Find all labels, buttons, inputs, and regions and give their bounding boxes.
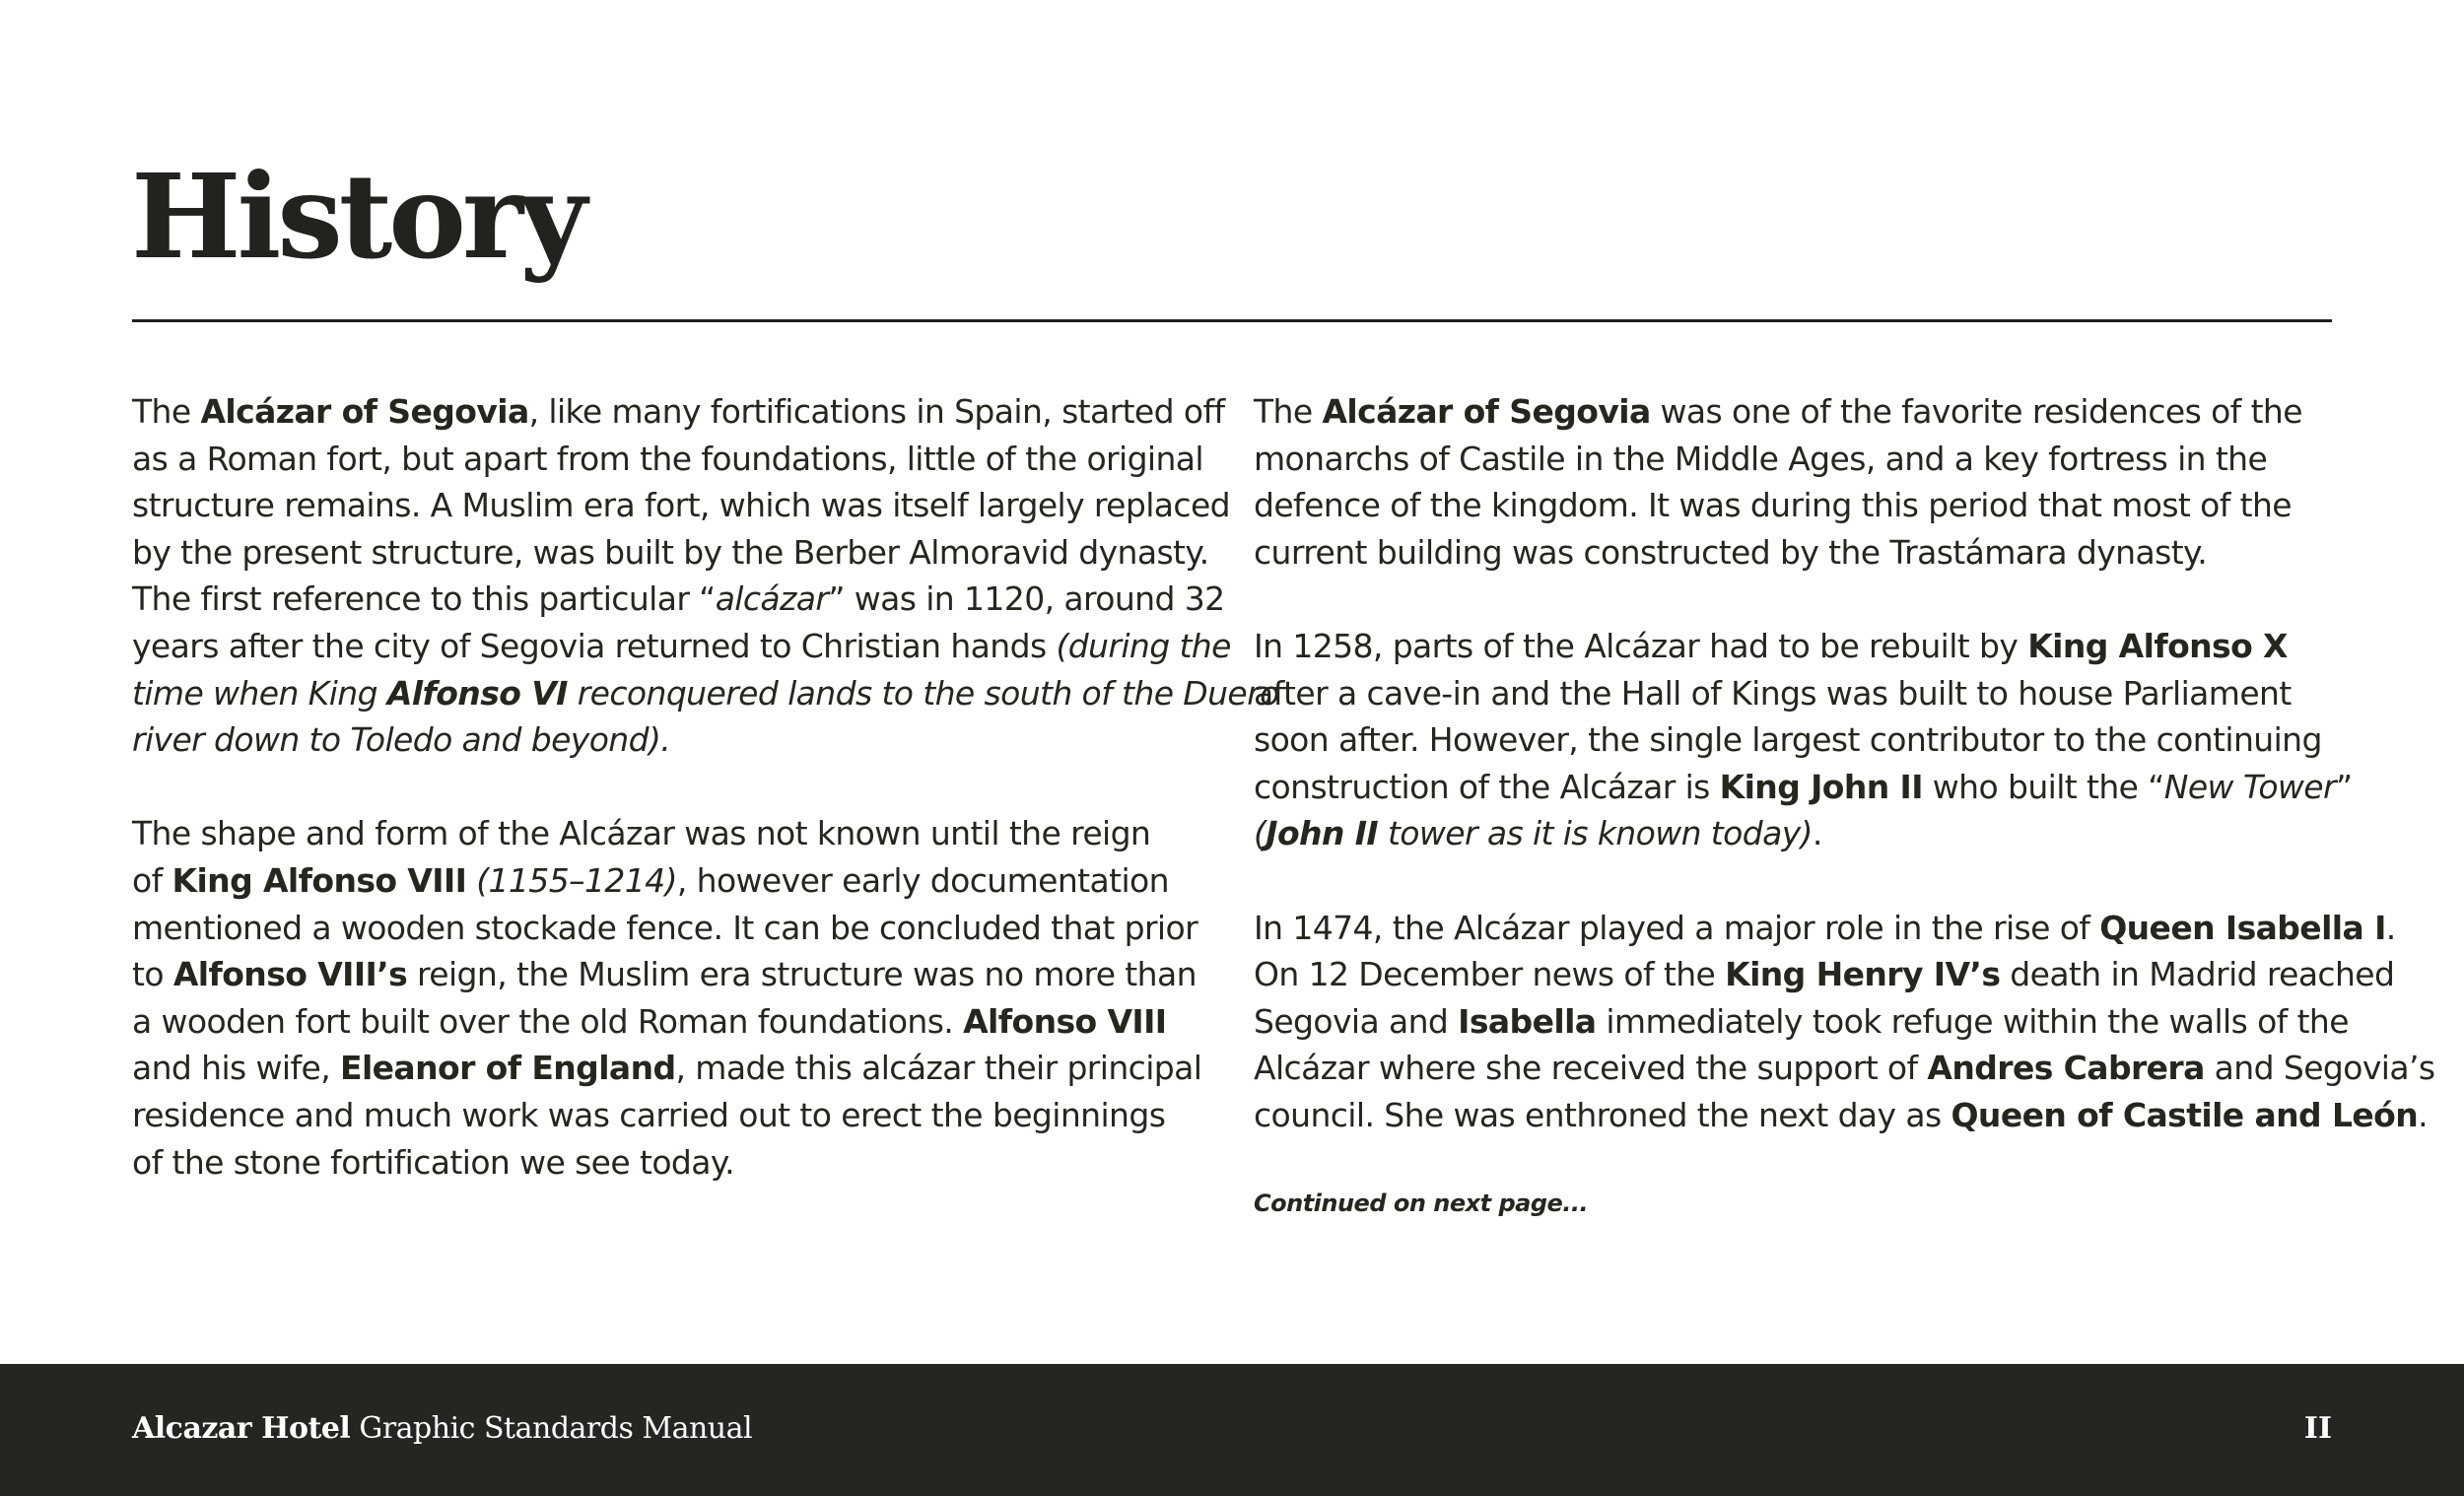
- text-line: structure remains. A Muslim era fort, which was itself largely replaced: [132, 486, 1230, 525]
- text-run: , however early documentation: [676, 860, 1169, 900]
- history-paragraph-isabella: [1254, 905, 2435, 1139]
- highlight-eleanor-of-england: Eleanor of England: [340, 1049, 676, 1088]
- brand-name: Alcazar Hotel: [132, 1411, 351, 1446]
- text-line: monarchs of Castile in the Middle Ages, and a key fortress in the: [1254, 439, 2268, 478]
- text-run: was one of the favorite residences of the: [1650, 392, 2302, 431]
- text-line: [1254, 998, 2349, 1046]
- text-line: as a Roman fort, but apart from the foundations, little of the original: [132, 439, 1203, 478]
- right-column: [1254, 388, 2435, 1221]
- italic-new-tower: New Tower: [2163, 767, 2336, 806]
- text-run: The: [1254, 392, 1323, 431]
- text-run: death in Madrid reached: [2000, 955, 2395, 994]
- italic-aside: (during the: [1056, 626, 1231, 665]
- text-line: [1254, 810, 2338, 857]
- text-run: immediately took refuge within the walls of the: [1596, 1001, 2349, 1041]
- history-paragraph-castile-residence: [1254, 388, 2338, 576]
- text-run: The: [132, 392, 201, 431]
- footer-brand: [132, 1407, 752, 1451]
- text-run: and Segovia’s: [2204, 1049, 2435, 1088]
- text-run: .: [2385, 908, 2396, 947]
- text-line: [132, 670, 1279, 717]
- text-line: current building was constructed by the Trastámara dynasty.: [1254, 532, 2208, 572]
- page-number: II: [2303, 1411, 2332, 1446]
- text-run: On 12 December news of the: [1254, 955, 1726, 994]
- history-paragraph-roman-origins: [132, 388, 1279, 764]
- text-run: council. She was enthroned the next day as: [1254, 1095, 1951, 1134]
- highlight-king-alfonso-x: King Alfonso X: [2027, 626, 2288, 665]
- text-run: (: [1254, 814, 1266, 853]
- text-line: [132, 857, 1216, 905]
- text-line: [1254, 951, 2395, 998]
- text-run: construction of the Alcázar is: [1254, 767, 1720, 806]
- text-run: Segovia and: [1254, 1001, 1459, 1041]
- text-line: mentioned a wooden stockade fence. It can be concluded that prior: [132, 908, 1198, 947]
- highlight-queen-of-castile-and-leon: Queen of Castile and León: [1951, 1095, 2419, 1134]
- text-run: reign, the Muslim era structure was no more than: [407, 955, 1197, 994]
- highlight-king-alfonso-viii: King Alfonso VIII: [171, 860, 467, 900]
- italic-aside: [132, 674, 1279, 713]
- text-run: In 1258, parts of the Alcázar had to be rebuilt by: [1254, 626, 2028, 665]
- text-line: [132, 998, 1216, 1046]
- left-column: [132, 388, 1279, 1186]
- text-run: Alcázar where she received the support of: [1254, 1049, 1928, 1088]
- text-run: .: [1812, 814, 1822, 853]
- text-line: [1254, 1092, 2429, 1139]
- text-line: [132, 716, 1216, 764]
- highlight-alcazar-of-segovia: Alcázar of Segovia: [200, 392, 529, 431]
- text-run: [466, 861, 476, 900]
- text-line: [1254, 764, 2353, 811]
- manual-name: Graphic Standards Manual: [350, 1411, 753, 1446]
- text-line: The shape and form of the Alcázar was not known until the reign: [132, 814, 1151, 853]
- highlight-queen-isabella-i: Queen Isabella I: [2099, 908, 2386, 947]
- text-line: [132, 576, 1225, 623]
- text-line: [132, 1045, 1216, 1092]
- text-run: and his wife,: [132, 1049, 340, 1088]
- footer-bar: [0, 1364, 2464, 1496]
- text-run: a wooden fort built over the old Roman foundations.: [132, 1001, 964, 1041]
- continued-note: Continued on next page...: [1254, 1190, 1589, 1218]
- title-divider: [132, 319, 2332, 322]
- history-paragraph-alfonso-x-john-ii: [1254, 623, 2353, 857]
- highlight-king-henry-iv: King Henry IV’s: [1725, 955, 2001, 994]
- highlight-john-ii: John II: [1266, 814, 1379, 853]
- text-line: [1254, 1045, 2435, 1092]
- text-run: time when King: [132, 673, 387, 713]
- highlight-alcazar-of-segovia: Alcázar of Segovia: [1322, 392, 1651, 431]
- text-run: The first reference to this particular “: [132, 579, 716, 619]
- text-run: years after the city of Segovia returned to Christian hands: [132, 626, 1057, 665]
- text-line: defence of the kingdom. It was during this period that most of the: [1254, 486, 2293, 525]
- text-run: In 1474, the Alcázar played a major role in the rise of: [1254, 908, 2100, 947]
- italic-alcazar: alcázar: [715, 579, 829, 619]
- highlight-andres-cabrera: Andres Cabrera: [1927, 1049, 2205, 1088]
- text-run: tower as it is known today): [1378, 814, 1813, 853]
- text-run: , like many fortifications in Spain, started off: [528, 392, 1225, 431]
- italic-aside: river down to Toledo and beyond).: [132, 720, 671, 760]
- text-line: [1254, 905, 2396, 952]
- highlight-alfonso-viii: Alfonso VIII: [963, 1001, 1167, 1041]
- text-line: soon after. However, the single largest contributor to the continuing: [1254, 720, 2322, 760]
- text-line: [1254, 623, 2338, 670]
- text-run: reconquered lands to the south of the Duero: [567, 673, 1279, 713]
- text-line: [132, 388, 1225, 436]
- text-run: who built the “: [1922, 767, 2164, 806]
- page-title: History: [131, 148, 583, 285]
- highlight-king-john-ii: King John II: [1719, 767, 1923, 806]
- text-line: [132, 623, 1231, 670]
- history-paragraph-alfonso-viii: [132, 810, 1216, 1186]
- text-run: of: [132, 860, 172, 900]
- highlight-alfonso-viii-possessive: Alfonso VIII’s: [172, 955, 408, 994]
- text-line: by the present structure, was built by the Berber Almoravid dynasty.: [132, 532, 1209, 572]
- text-line: of the stone fortification we see today.: [132, 1142, 734, 1182]
- text-line: [1254, 388, 2338, 436]
- highlight-alfonso-vi: Alfonso VI: [386, 673, 568, 713]
- italic-dates: (1155–1214): [476, 860, 677, 900]
- text-run: ” was in 1120, around 32: [828, 579, 1225, 619]
- text-run: .: [2418, 1095, 2429, 1134]
- text-run: ”: [2335, 767, 2353, 806]
- text-line: [132, 951, 1216, 998]
- text-line: residence and much work was carried out to erect the beginnings: [132, 1095, 1166, 1134]
- highlight-isabella: Isabella: [1458, 1001, 1597, 1041]
- text-line: after a cave-in and the Hall of Kings was built to house Parliament: [1254, 673, 2292, 713]
- text-run: to: [132, 955, 173, 994]
- text-run: , made this alcázar their principal: [675, 1049, 1202, 1088]
- italic-aside: [1254, 814, 1813, 852]
